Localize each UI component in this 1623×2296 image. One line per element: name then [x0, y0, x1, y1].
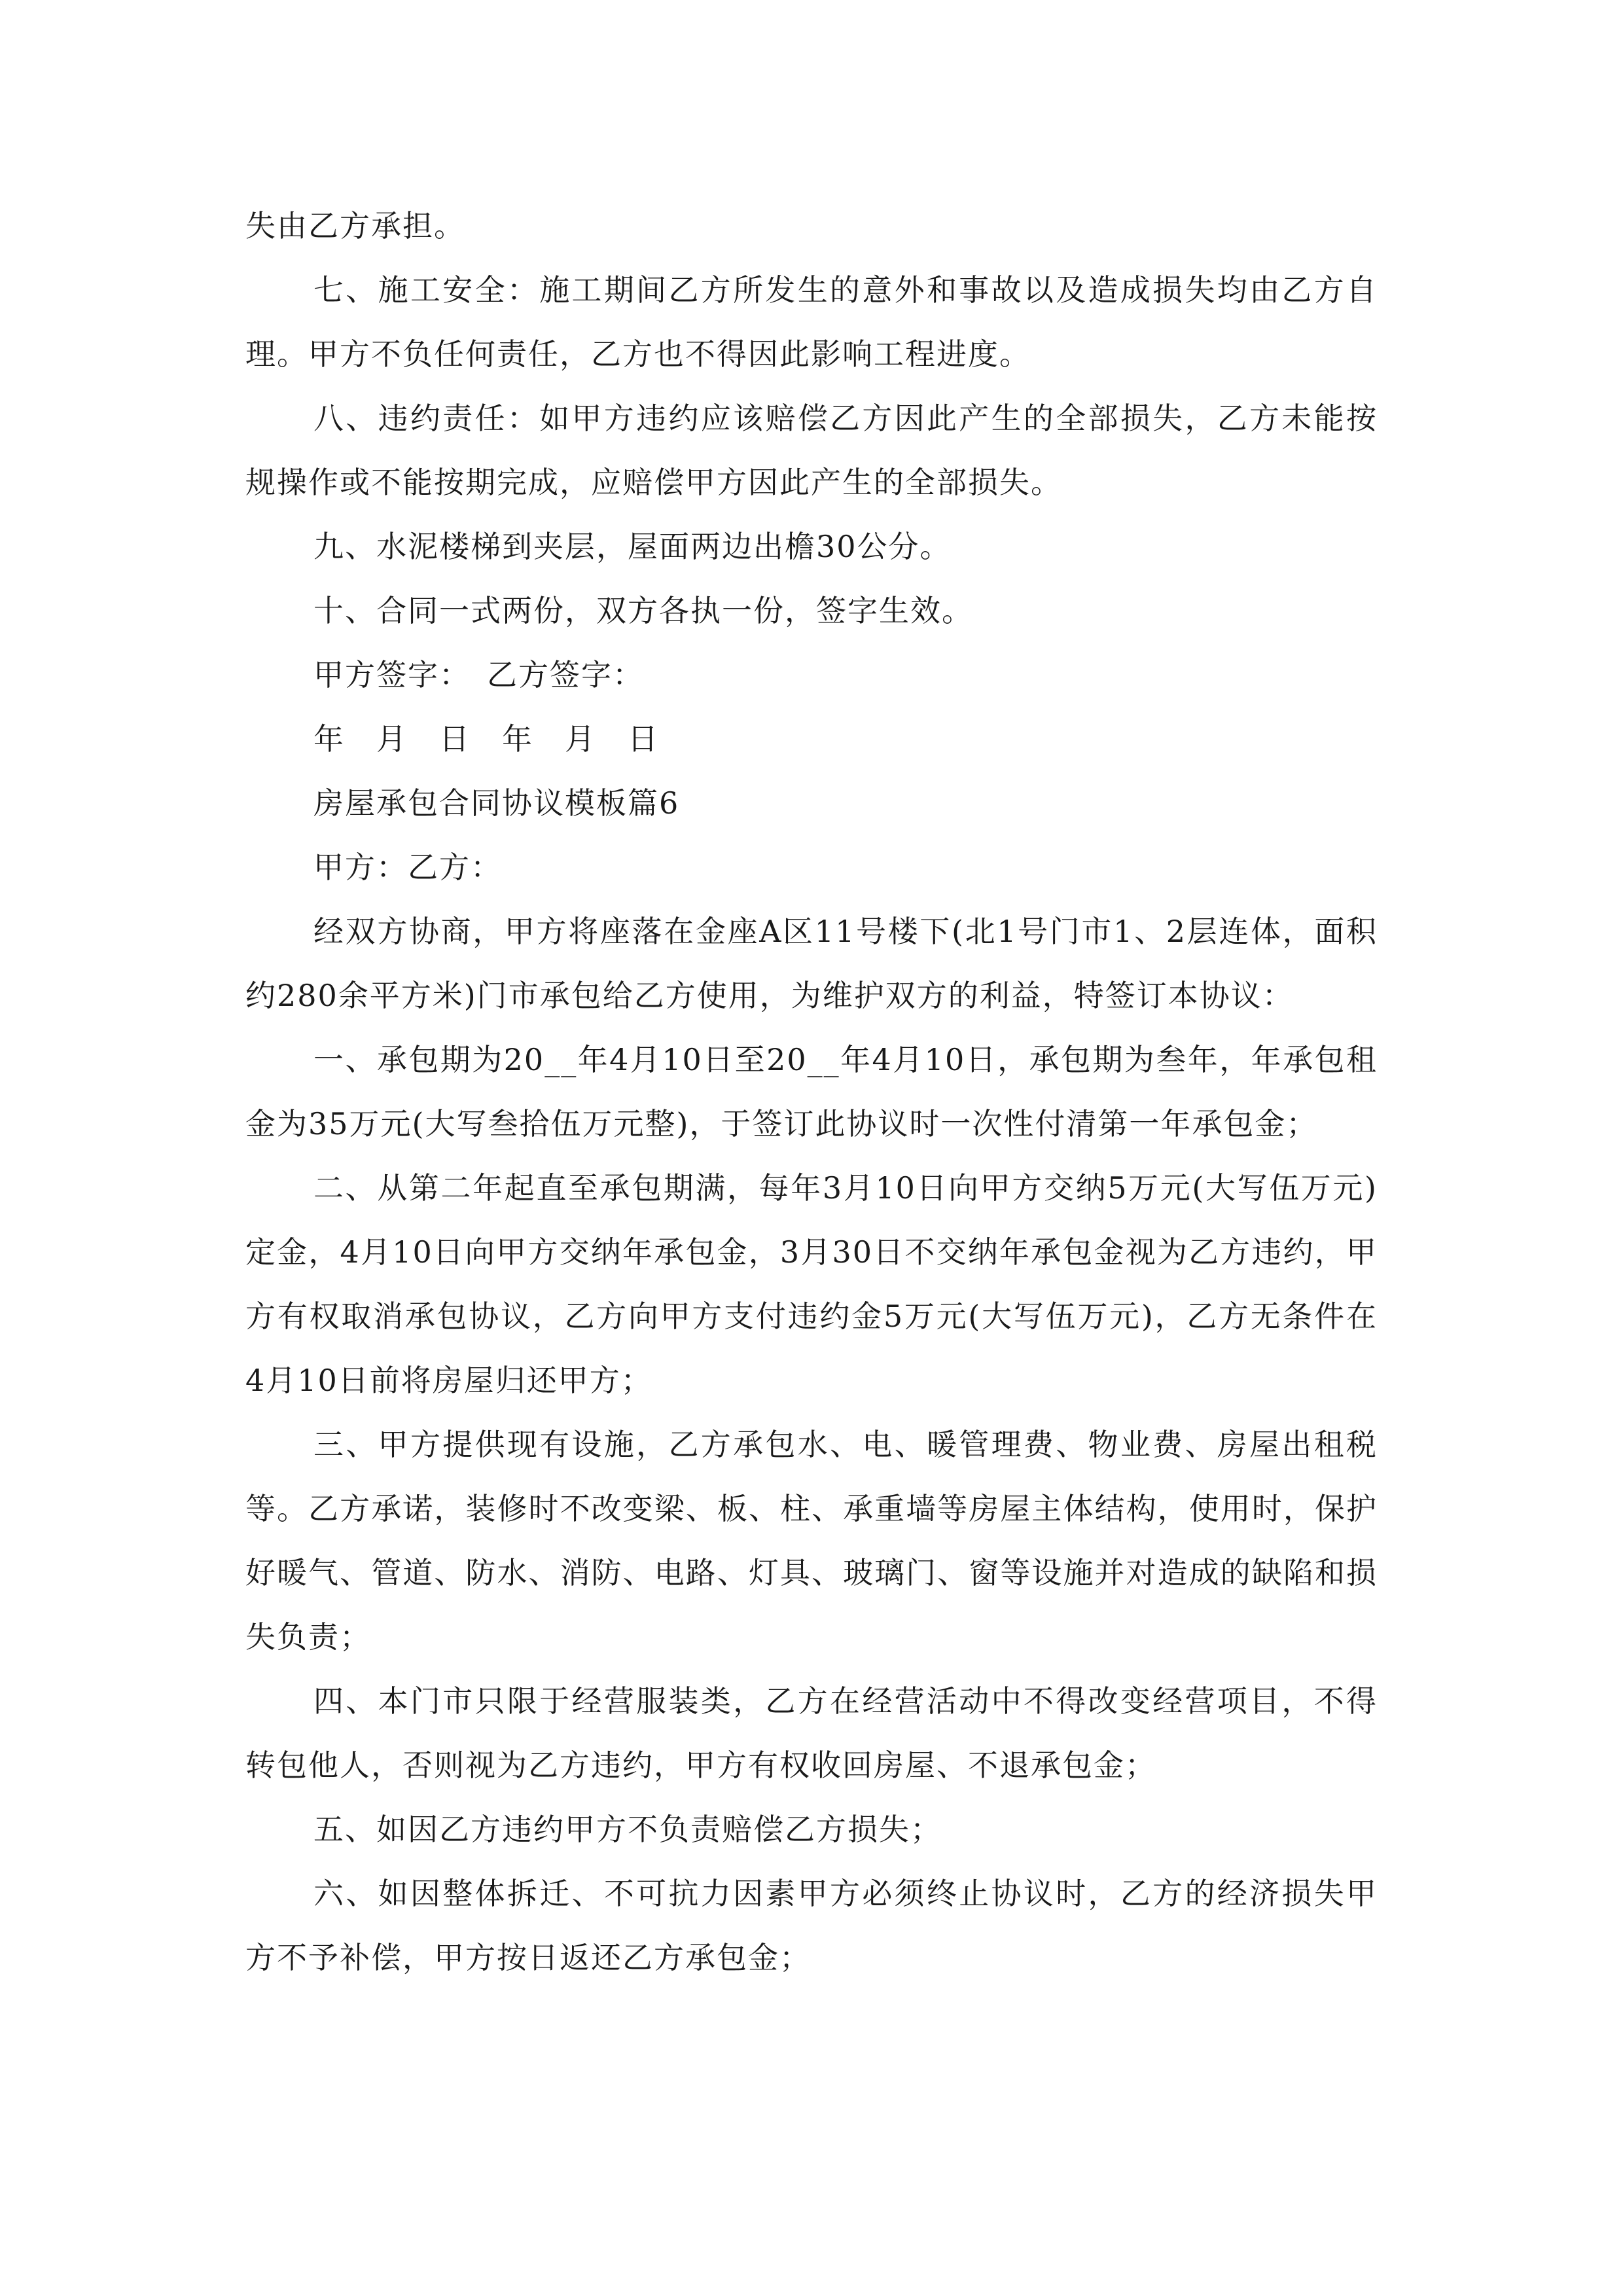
- paragraph-clause-five: 五、如因乙方违约甲方不负责赔偿乙方损失；: [313, 1812, 942, 1847]
- paragraph-clause-three: 三、甲方提供现有设施，乙方承包水、电、暖管理费、物业费、房屋出租税等。乙方承诺，装修时不改变梁、板、柱、承重墙等房屋主体结构，使用时，保护好暖气、管道、防水、消防、电路、灯具、玻璃门、窗等设施并对造成的缺陷和损失负责；: [245, 1427, 1378, 1655]
- paragraph-clause-four: 四、本门市只限于经营服装类，乙方在经营活动中不得改变经营项目，不得转包他人，否则视为乙方违约，甲方有权收回房屋、不退承包金；: [245, 1683, 1378, 1783]
- paragraph-clause-nine: 九、水泥楼梯到夹层，屋面两边出檐30公分。: [313, 529, 952, 564]
- section-title: 房屋承包合同协议模板篇6: [313, 785, 680, 821]
- date-line: 年 月 日 年 月 日: [313, 721, 659, 757]
- signature-line: 甲方签字： 乙方签字：: [313, 657, 644, 692]
- paragraph-intro: 经双方协商，甲方将座落在金座A区11号楼下(北1号门市1、2层连体，面积约280余平方米)门市承包给乙方使用，为维护双方的利益，特签订本协议：: [245, 914, 1378, 1013]
- paragraph-clause-six: 六、如因整体拆迁、不可抗力因素甲方必须终止协议时，乙方的经济损失甲方不予补偿，甲方按日返还乙方承包金；: [245, 1876, 1378, 1975]
- parties-line: 甲方：乙方：: [313, 850, 502, 885]
- paragraph-continued: 失由乙方承担。: [245, 208, 465, 243]
- paragraph-clause-ten: 十、合同一式两份，双方各执一份，签字生效。: [313, 593, 973, 628]
- paragraph-clause-two: 二、从第二年起直至承包期满，每年3月10日向甲方交纳5万元(大写伍万元)定金，4月10日向甲方交纳年承包金，3月30日不交纳年承包金视为乙方违约，甲方有权取消承包协议，乙方向甲方支付违约金5万元(大写伍万元)，乙方无条件在4月10日前将房屋归还甲方；: [245, 1170, 1378, 1398]
- paragraph-clause-seven: 七、施工安全：施工期间乙方所发生的意外和事故以及造成损失均由乙方自理。甲方不负任何责任，乙方也不得因此影响工程进度。: [245, 272, 1378, 372]
- document-body: [245, 194, 1378, 1990]
- paragraph-clause-one: 一、承包期为20__年4月10日至20__年4月10日，承包期为叁年，年承包租金为35万元(大写叁拾伍万元整)，于签订此协议时一次性付清第一年承包金；: [245, 1042, 1378, 1141]
- paragraph-clause-eight: 八、违约责任：如甲方违约应该赔偿乙方因此产生的全部损失，乙方未能按规操作或不能按期完成，应赔偿甲方因此产生的全部损失。: [245, 401, 1378, 500]
